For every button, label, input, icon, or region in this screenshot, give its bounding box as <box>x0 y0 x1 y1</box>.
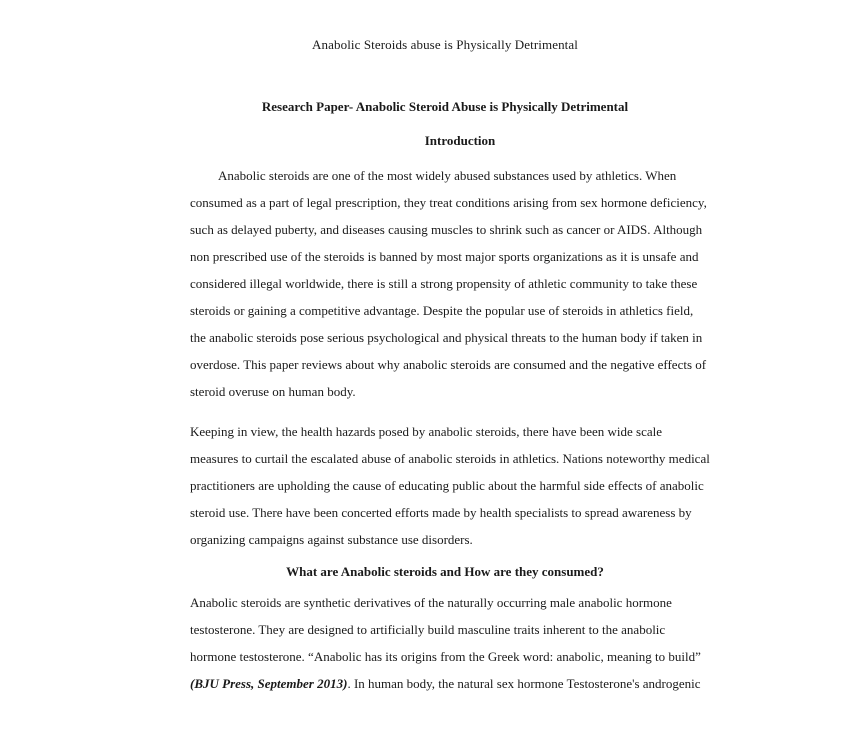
text-line: non prescribed use of the steroids is banned by most major sports organizations as it is unsafe and <box>190 249 699 264</box>
text-line <box>190 670 701 697</box>
text-line: Anabolic steroids are one of the most widely abused substances used by athletics. When <box>218 168 677 183</box>
introduction-paragraph <box>190 162 707 405</box>
text-line: steroid overuse on human body. <box>190 384 356 399</box>
text-line: organizing campaigns against substance use disorders. <box>190 532 473 547</box>
health-hazards-paragraph <box>190 418 710 553</box>
paper-title: Research Paper- Anabolic Steroid Abuse is Physically Detrimental <box>261 99 629 114</box>
text-line: the anabolic steroids pose serious psychological and physical threats to the human body if taken in <box>190 330 703 345</box>
text-line: such as delayed puberty, and diseases causing muscles to shrink such as cancer or AIDS. Although <box>190 222 703 237</box>
text-line: considered illegal worldwide, there is still a strong propensity of athletic community to take these <box>190 276 698 291</box>
text-line: consumed as a part of legal prescription, they treat conditions arising from sex hormone deficiency, <box>190 195 707 210</box>
running-header: Anabolic Steroids abuse is Physically Detrimental <box>312 37 578 52</box>
text-line: practitioners are upholding the cause of educating public about the harmful side effects of anabolic <box>190 478 704 493</box>
definition-paragraph <box>190 589 701 697</box>
text-line: hormone testosterone. “Anabolic has its origins from the Greek word: anabolic, meaning to build” <box>190 649 701 664</box>
text-line: steroids or gaining a competitive advantage. Despite the popular use of steroids in athletics field, <box>190 303 694 318</box>
text-line-rest: . In human body, the natural sex hormone Testosterone's androgenic <box>347 676 701 691</box>
text-line: Anabolic steroids are synthetic derivatives of the naturally occurring male anabolic hormone <box>190 595 672 610</box>
introduction-heading: Introduction <box>424 133 496 148</box>
text-line: overdose. This paper reviews about why anabolic steroids are consumed and the negative effects of <box>190 357 707 372</box>
text-line: Keeping in view, the health hazards posed by anabolic steroids, there have been wide scale <box>190 424 663 439</box>
text-line: steroid use. There have been concerted efforts made by health specialists to spread awareness by <box>190 505 692 520</box>
text-line: testosterone. They are designed to artificially build masculine traits inherent to the anabolic <box>190 622 666 637</box>
citation: (BJU Press, September 2013) <box>190 676 348 691</box>
text-line: measures to curtail the escalated abuse of anabolic steroids in athletics. Nations noteworthy medical <box>190 451 710 466</box>
section-heading-what-are-steroids: What are Anabolic steroids and How are they consumed? <box>286 564 604 579</box>
